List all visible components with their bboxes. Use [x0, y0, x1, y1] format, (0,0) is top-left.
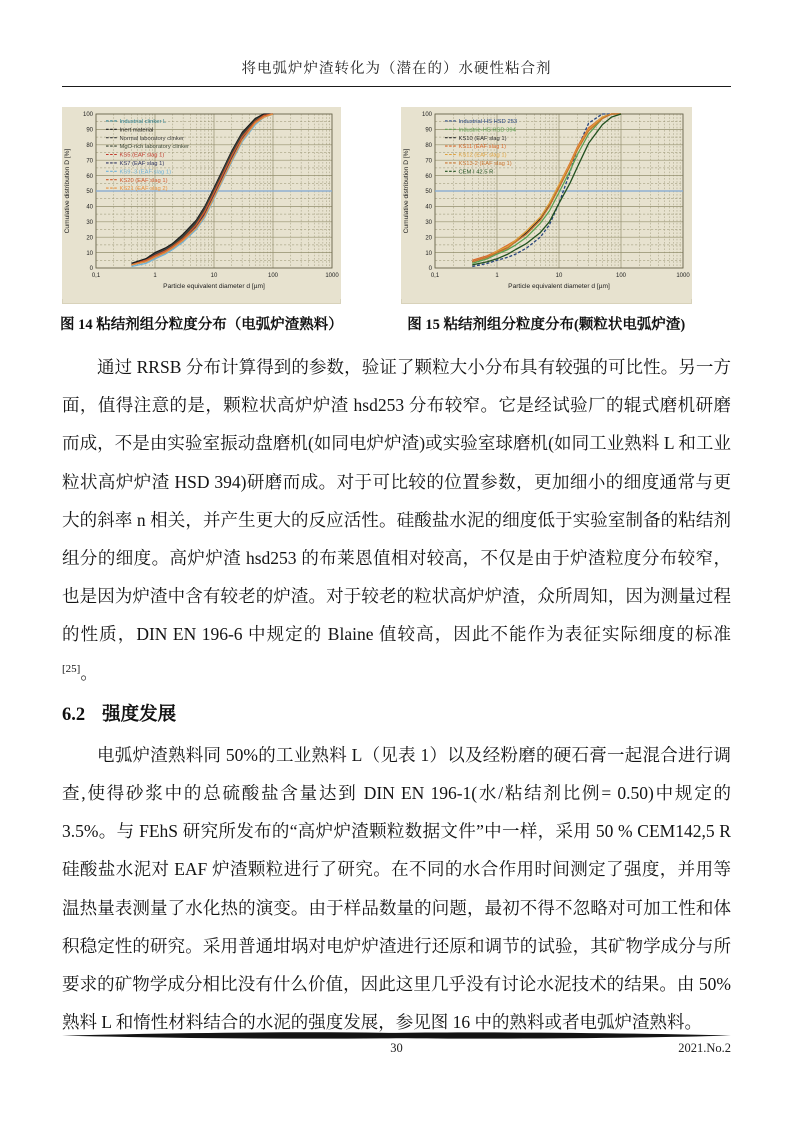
svg-text:1: 1	[495, 273, 499, 279]
svg-text:100: 100	[615, 273, 626, 279]
svg-text:Normal laboratory clinker: Normal laboratory clinker	[119, 135, 184, 142]
svg-text:KS20 (EAF slag 1): KS20 (EAF slag 1)	[119, 177, 168, 184]
svg-text:Particle equivalent diameter d: Particle equivalent diameter d [µm]	[163, 283, 265, 290]
figure-14-caption: 图 14 粘结剂组分粒度分布（电弧炉渣熟料）	[60, 317, 343, 333]
header-rule	[62, 86, 731, 87]
svg-text:30: 30	[425, 220, 432, 226]
svg-text:100: 100	[421, 112, 432, 119]
svg-text:40: 40	[86, 204, 93, 211]
figure-15	[401, 107, 692, 334]
svg-text:30: 30	[86, 220, 93, 226]
svg-text:60: 60	[425, 173, 432, 180]
svg-text:1000: 1000	[676, 273, 690, 279]
figure-14-image	[62, 107, 341, 304]
body-text	[62, 348, 731, 1041]
svg-text:MgO-rich laboratory clinker: MgO-rich laboratory clinker	[119, 144, 189, 151]
svg-text:KS5 (EAF slag 1): KS5 (EAF slag 1)	[119, 152, 165, 159]
svg-text:60: 60	[86, 173, 93, 180]
citation-25: [25]	[62, 662, 81, 675]
section-title: 强度发展	[102, 704, 177, 725]
page-header-title: 将电弧炉炉渣转化为（潜在的）水硬性粘合剂	[241, 61, 552, 77]
svg-text:KS13-2 (EAF slag 1): KS13-2 (EAF slag 1)	[458, 161, 512, 167]
svg-text:80: 80	[86, 143, 93, 149]
svg-text:Industrial-HS HSD 253: Industrial-HS HSD 253	[458, 119, 517, 125]
svg-text:0,1: 0,1	[430, 273, 439, 279]
svg-text:Inert material: Inert material	[119, 127, 154, 134]
figure-14-chart	[62, 107, 341, 299]
figure-15-image	[401, 107, 692, 304]
svg-text:CEM I 42.5 R: CEM I 42.5 R	[458, 169, 494, 176]
svg-text:100: 100	[267, 273, 278, 279]
svg-text:1000: 1000	[325, 273, 339, 279]
svg-text:Cumulative distribution D [%]: Cumulative distribution D [%]	[63, 148, 71, 234]
paragraph-2: 电弧炉渣熟料同 50%的工业熟料 L（见表 1）以及经粉磨的硬石膏一起混合进行调查,使得砂浆中的总硫酸盐含量达到 DIN EN 196-1(水/粘结剂比例= 0.50)中规定的 3.5%。与 FEhS 研究所发布的“高炉炉渣颗粒数据文件”中一样，采用 50 % CEM142,5 R 硅酸盐水泥对 EAF 炉渣颗粒进行了研究。在不同的水合作用时间测定了强度，并用等温热量表测量了水化热的演变。由于样品数量的问题，最初不得不忽略对可加工性和体积稳定性的研究。采用普通坩埚对电炉炉渣进行还原和调节的试验，其矿物学成分与所要求的矿物学成分相比没有什么价值，因此这里几乎没有讨论水泥技术的结果。由 50%熟料 L 和惰性材料结合的水泥的强度发展，参见图 16 中的熟料或者电弧炉渣熟料。	[62, 744, 731, 1033]
svg-text:10: 10	[86, 250, 93, 257]
svg-text:0,1: 0,1	[91, 273, 101, 279]
svg-text:0: 0	[89, 266, 93, 273]
svg-text:70: 70	[86, 158, 93, 165]
footer-rule	[62, 1032, 731, 1040]
svg-text:0: 0	[428, 266, 432, 273]
svg-text:90: 90	[425, 127, 432, 134]
svg-text:20: 20	[86, 235, 93, 242]
figure-15-caption: 图 15 粘结剂组分粒度分布(颗粒状电弧炉渣)	[407, 317, 686, 333]
figures-row	[60, 107, 740, 334]
svg-text:80: 80	[425, 143, 432, 149]
svg-text:Cumulative distribution D [%]: Cumulative distribution D [%]	[402, 148, 410, 234]
svg-text:20: 20	[425, 235, 432, 242]
svg-text:Particle equivalent diameter d: Particle equivalent diameter d [µm]	[507, 283, 610, 290]
page-footer	[62, 1032, 731, 1059]
page-number: 30	[390, 1041, 403, 1055]
svg-text:1: 1	[153, 273, 157, 279]
svg-text:10: 10	[555, 273, 563, 279]
paragraph-1	[62, 348, 731, 692]
paragraph-1-text: 通过 RRSB 分布计算得到的参数，验证了颗粒大小分布具有较强的可比性。另一方面，值得注意的是，颗粒状高炉炉渣 hsd253 分布较窄。它是经试验厂的辊式磨机研磨而成，不是由实验室振动盘磨机(如同电炉炉渣)或实验室球磨机(如同工业熟料 L 和工业粒状高炉炉渣 HSD 394)研磨而成。对于可比较的位置参数，更加细小的细度通常与更大的斜率 n 相关，并产生更大的反应活性。硅酸盐水泥的细度低于实验室制备的粘结剂组分的细度。高炉炉渣 hsd253 的布莱恩值相对较高，不仅是由于炉渣粒度分布较窄，也是因为炉渣中含有较老的炉渣。对于较老的粒状高炉炉渣，众所周知，因为测量过程的性质，DIN EN 196-6 中规定的 Blaine 值较高，因此不能作为表征实际细度的标准	[62, 357, 731, 645]
svg-text:KS21 (EAF slag 2): KS21 (EAF slag 2)	[119, 186, 168, 193]
svg-text:KS11 (EAF slag 1): KS11 (EAF slag 1)	[458, 144, 506, 151]
svg-text:10: 10	[210, 273, 218, 279]
footer-texts	[62, 1041, 731, 1059]
figure-14	[60, 107, 343, 334]
svg-text:KS7 (EAF slag 1): KS7 (EAF slag 1)	[119, 161, 165, 167]
svg-text:Industrial clinker L: Industrial clinker L	[119, 119, 167, 125]
svg-text:Industrie-HS HSD 394: Industrie-HS HSD 394	[458, 127, 516, 134]
svg-text:40: 40	[425, 204, 432, 211]
section-heading-6-2	[62, 698, 731, 732]
section-number: 6.2	[62, 704, 86, 725]
svg-text:90: 90	[86, 127, 93, 134]
svg-text:50: 50	[86, 189, 93, 196]
issue-number: 2021.No.2	[678, 1041, 731, 1055]
svg-text:KS9 -3 (EAF slag 1): KS9 -3 (EAF slag 1)	[119, 169, 171, 176]
svg-text:70: 70	[425, 158, 432, 165]
svg-text:50: 50	[425, 189, 432, 196]
svg-text:KS10 (EAF slag 1): KS10 (EAF slag 1)	[458, 135, 507, 142]
svg-text:10: 10	[425, 250, 432, 257]
svg-text:100: 100	[82, 112, 93, 119]
paragraph-1-end: 。	[80, 662, 98, 683]
figure-15-chart	[401, 107, 692, 299]
svg-text:KS12 (EAF slag 1): KS12 (EAF slag 1)	[458, 152, 507, 159]
